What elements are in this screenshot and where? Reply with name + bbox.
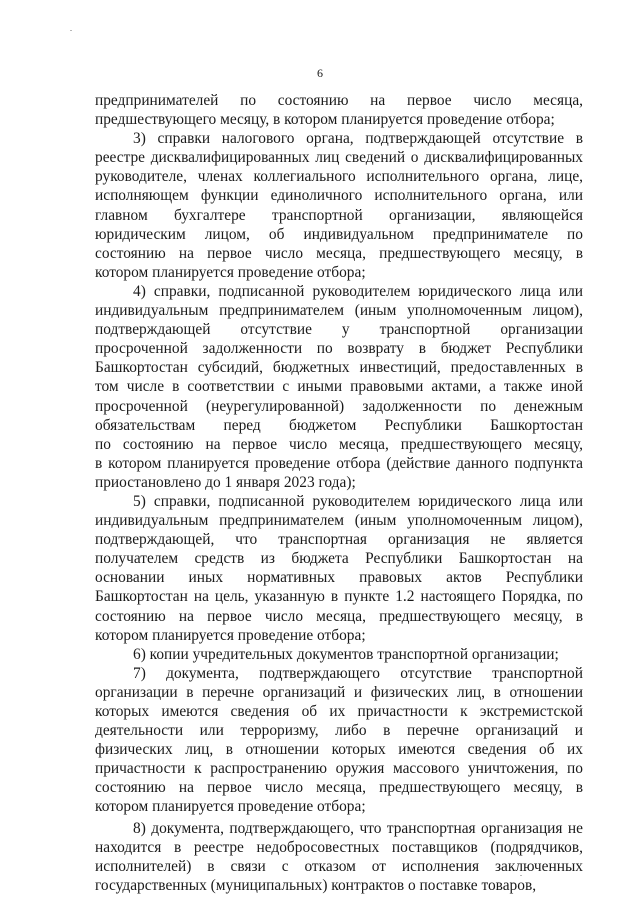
text-line: в котором планируется проведение отбора (действие данного подпункта — [95, 454, 583, 472]
text-line: 3) справки налогового органа, подтверждающей отсутствие в — [133, 130, 583, 148]
text-line: 7) документа, подтверждающего отсутствие транспортной — [133, 664, 583, 682]
text-line: физических лиц, в отношении которых имеются сведения об их — [95, 741, 583, 759]
paragraph-p8 — [95, 819, 583, 895]
text-line: состоянию на первое число месяца, предшествующего месяцу, в — [95, 779, 583, 797]
text-line: получателем средств из бюджета Республики Башкортостан на — [95, 550, 583, 568]
text-line: находится в реестре недобросовестных поставщиков (подрядчиков, — [95, 838, 583, 856]
text-line: 6) копии учредительных документов транспортной организации; — [133, 645, 559, 663]
paragraph-p3 — [95, 129, 583, 282]
text-line: котором планируется проведение отбора; — [95, 798, 366, 816]
paragraph-p5 — [95, 492, 583, 645]
text-line: организации в перечне организаций и физических лиц, в отношении — [95, 683, 583, 701]
text-line: состоянию на первое число месяца, предшествующего месяцу, в — [95, 607, 583, 625]
text-line: деятельности или терроризму, либо в перечне организаций и — [95, 722, 583, 740]
text-line: юридическим лицом, об индивидуальном предпринимателе по — [95, 225, 583, 243]
text-line: 5) справки, подписанной руководителем юридического лица или — [133, 492, 583, 510]
text-line: руководителе, членах коллегиального исполнительного органа, лице, — [95, 168, 583, 186]
text-line: просроченной (неурегулированной) задолженности по денежным — [95, 397, 583, 415]
document-body — [95, 91, 583, 895]
paragraph-p4 — [95, 282, 583, 492]
text-line: котором планируется проведение отбора; — [95, 263, 366, 281]
text-line: причастности к распространению оружия массового уничтожения, по — [95, 760, 583, 778]
paragraph-p7 — [95, 664, 583, 817]
text-line: Башкортостан на цель, указанную в пункте 1.2 настоящего Порядка, по — [95, 588, 583, 606]
text-line: предпринимателей по состоянию на первое число месяца, — [95, 92, 583, 109]
text-line: подтверждающей отсутствие у транспортной организации — [95, 321, 583, 339]
text-line: основании иных нормативных правовых актов Республики — [95, 569, 583, 587]
page-number: 6 — [317, 66, 323, 80]
text-line: обязательствам перед бюджетом Республики Башкортостан — [95, 416, 583, 434]
text-line: индивидуальным предпринимателем (иным уполномоченным лицом), — [95, 302, 583, 320]
text-line: по состоянию на первое число месяца, предшествующего месяцу, — [95, 435, 583, 453]
paragraph-p6 — [95, 645, 583, 664]
paragraph-p0 — [95, 91, 583, 129]
text-line: реестре дисквалифицированных лиц сведений о дисквалифицированных — [95, 149, 583, 167]
text-line: 4) справки, подписанной руководителем юридического лица или — [133, 282, 583, 300]
text-line: котором планируется проведение отбора; — [95, 626, 366, 644]
text-line: Башкортостан субсидий, бюджетных инвестиций, предоставленных в — [95, 359, 583, 377]
scan-speck — [70, 30, 72, 31]
text-line: исполнителей) в связи с отказом от исполнения заключенных — [95, 857, 583, 875]
text-line: 8) документа, подтверждающего, что транспортная организация не — [133, 819, 583, 837]
text-line: индивидуальным предпринимателем (иным уполномоченным лицом), — [95, 512, 583, 530]
text-line: состоянию на первое число месяца, предшествующего месяцу, в — [95, 244, 583, 262]
text-line: которых имеются сведения об их причастности к экстремистской — [95, 703, 583, 720]
text-line: том числе в соответствии с иными правовыми актами, а также иной — [95, 378, 583, 396]
text-line: главном бухгалтере транспортной организации, являющейся — [95, 206, 583, 224]
text-line: приостановлено до 1 января 2023 года); — [95, 473, 356, 491]
scan-speck — [520, 875, 522, 876]
text-line: подтверждающей, что транспортная организация не является — [95, 531, 583, 549]
text-line: предшествующего месяцу, в котором планируется проведение отбора; — [95, 111, 555, 129]
text-line: государственных (муниципальных) контрактов о поставке товаров, — [95, 876, 537, 894]
text-line: исполняющем функции единоличного исполнительного органа, или — [95, 187, 583, 205]
text-line: просроченной задолженности по возврату в бюджет Республики — [95, 340, 583, 358]
